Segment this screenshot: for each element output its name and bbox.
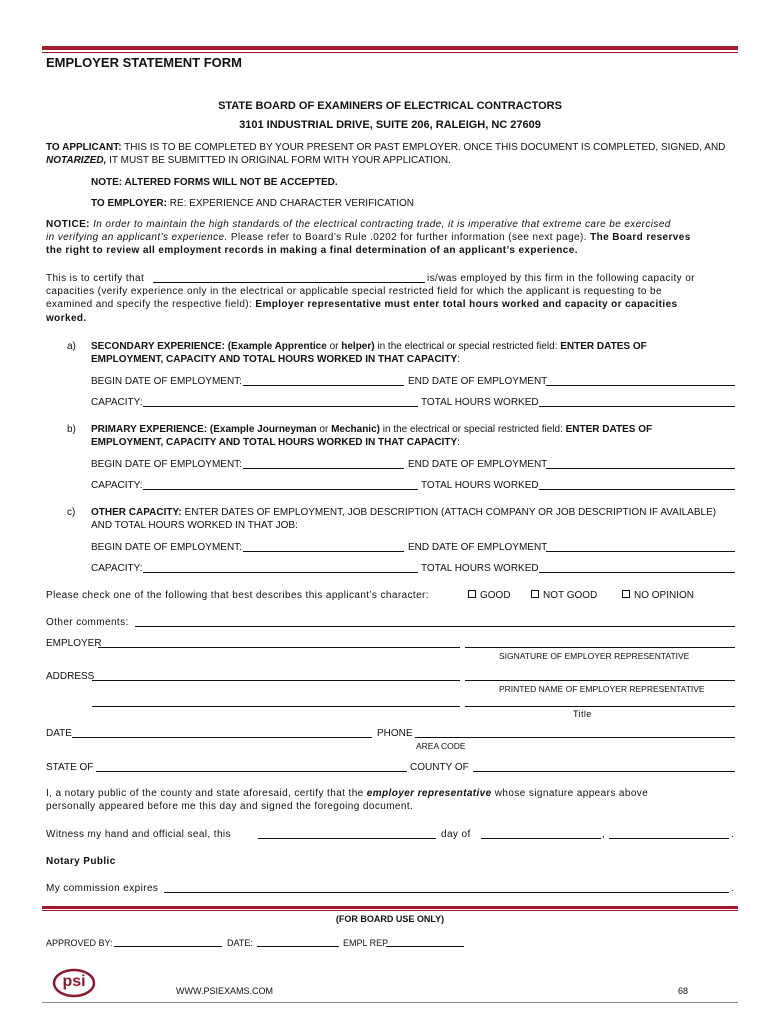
section-b-hours-label: TOTAL HOURS WORKED (421, 480, 539, 491)
footer-website[interactable]: WWW.PSIEXAMS.COM (176, 986, 274, 996)
section-a-begin-label: BEGIN DATE OF EMPLOYMENT: (91, 376, 242, 387)
certify-line4: worked. (46, 313, 87, 324)
board-address: 3101 INDUSTRIAL DRIVE, SUITE 206, RALEIGH, NC 27609 (239, 119, 541, 131)
section-a-capacity-field[interactable] (143, 406, 418, 407)
applicant-name-blank[interactable] (153, 282, 425, 283)
section-b-line2 (91, 436, 460, 449)
notice-label: NOTICE: (46, 219, 90, 230)
address-label: ADDRESS (46, 671, 95, 682)
section-b-line2-text: EMPLOYMENT, CAPACITY AND TOTAL HOURS WORKED IN THAT CAPACITY (91, 437, 458, 448)
address-field-line2[interactable] (92, 706, 460, 707)
character-option-no-opinion-label: NO OPINION (634, 590, 695, 601)
notarized-word: NOTARIZED, (46, 155, 107, 166)
title-caption: Title (573, 709, 592, 719)
phone-field[interactable] (415, 737, 735, 738)
section-b-or: or (316, 424, 332, 435)
checkbox-icon[interactable] (622, 590, 630, 598)
state-label: STATE OF (46, 762, 94, 773)
notary-line2: personally appeared before me this day and signed the foregoing document. (46, 801, 414, 812)
certify-line3 (46, 298, 678, 311)
section-b-begin-label: BEGIN DATE OF EMPLOYMENT: (91, 459, 242, 470)
character-option-not-good-label: NOT GOOD (543, 590, 598, 601)
section-a-bold2: helper) (341, 341, 375, 352)
section-b-capacity-label: CAPACITY: (91, 480, 143, 491)
section-a-bold3: ENTER DATES OF (560, 341, 647, 352)
signature-caption: SIGNATURE OF EMPLOYER REPRESENTATIVE (499, 651, 690, 661)
section-a-letter: a) (67, 341, 76, 352)
section-b-bold2: Mechanic) (331, 424, 380, 435)
commission-field[interactable] (164, 892, 729, 893)
checkbox-icon[interactable] (468, 590, 476, 598)
section-a-or: or (326, 341, 342, 352)
section-a-end-date-field[interactable] (546, 385, 735, 386)
notary-line1a: I, a notary public of the county and state aforesaid, certify that the (46, 788, 367, 799)
printed-name-field[interactable] (465, 680, 735, 681)
to-employer-label: TO EMPLOYER: (91, 198, 167, 209)
state-field[interactable] (96, 771, 407, 772)
section-c-end-date-field[interactable] (546, 551, 735, 552)
section-a-plain: in the electrical or special restricted field: (374, 341, 561, 352)
section-a-line2 (91, 353, 460, 366)
witness-year-field[interactable] (609, 838, 729, 839)
board-date-field[interactable] (257, 946, 339, 947)
employer-label: EMPLOYER (46, 638, 102, 649)
witness-day-of: day of (441, 829, 471, 840)
to-applicant-text1: THIS IS TO BE COMPLETED BY YOUR PRESENT OR PAST EMPLOYER. ONCE THIS DOCUMENT IS COMPLETED, SIGNED, AND (121, 142, 726, 153)
section-a-end-label: END DATE OF EMPLOYMENT (408, 376, 548, 387)
to-applicant-line2 (46, 154, 451, 167)
certify-line1b: is/was employed by this firm in the following capacity or (427, 273, 695, 284)
notary-public-label: Notary Public (46, 856, 116, 867)
date-label: DATE (46, 728, 72, 739)
address-field[interactable] (92, 680, 460, 681)
section-b-line2-tail: : (457, 437, 460, 448)
notice-italic2: in verifying an applicant’s experience. (46, 232, 228, 243)
section-b-title (91, 423, 652, 436)
board-use-rule-thick (42, 906, 738, 909)
employer-field[interactable] (98, 647, 460, 648)
empl-rep-field[interactable] (386, 946, 464, 947)
notice-line1 (46, 218, 671, 231)
section-b-end-date-field[interactable] (546, 468, 735, 469)
other-comments-field[interactable] (135, 626, 735, 627)
witness-period: . (731, 829, 734, 840)
commission-label: My commission expires (46, 883, 159, 894)
section-c-end-label: END DATE OF EMPLOYMENT (408, 542, 548, 553)
top-rule-thick (42, 46, 738, 50)
notary-line1c: whose signature appears above (491, 788, 649, 799)
notice-bold2: The Board reserves (586, 232, 691, 243)
county-field[interactable] (473, 771, 735, 772)
section-c-hours-label: TOTAL HOURS WORKED (421, 563, 539, 574)
character-option-good[interactable] (468, 589, 511, 602)
section-a-title (91, 340, 647, 353)
section-a-line2-text: EMPLOYMENT, CAPACITY AND TOTAL HOURS WORKED IN THAT CAPACITY (91, 354, 458, 365)
board-use-label: (FOR BOARD USE ONLY) (335, 914, 445, 924)
page-number: 68 (678, 986, 689, 996)
empl-rep-label: EMPL REP (343, 938, 389, 948)
board-use-rule-thin (42, 910, 738, 911)
notice-line2 (46, 231, 691, 244)
section-b-capacity-field[interactable] (143, 489, 418, 490)
section-a-hours-label: TOTAL HOURS WORKED (421, 397, 539, 408)
character-option-good-label: GOOD (480, 590, 511, 601)
section-b-bold1: PRIMARY EXPERIENCE: (Example Journeyman (91, 424, 317, 435)
title-field[interactable] (465, 706, 735, 707)
board-date-label: DATE: (227, 938, 253, 948)
section-a-bold1: SECONDARY EXPERIENCE: (Example Apprentice (91, 341, 327, 352)
to-employer-line (91, 197, 414, 210)
top-rule-thin (42, 52, 738, 53)
witness-day-field[interactable] (258, 838, 436, 839)
section-c-bold1: OTHER CAPACITY: (91, 507, 182, 518)
section-b-begin-date-field[interactable] (243, 468, 404, 469)
notary-line1 (46, 787, 648, 800)
to-applicant-label: TO APPLICANT: (46, 142, 122, 153)
section-a-line2-tail: : (457, 354, 460, 365)
commission-period: . (731, 883, 734, 894)
character-option-not-good[interactable] (531, 589, 597, 602)
section-c-line2: AND TOTAL HOURS WORKED IN THAT JOB: (91, 520, 298, 531)
witness-comma: , (602, 829, 605, 840)
section-a-begin-date-field[interactable] (243, 385, 404, 386)
psi-logo (52, 968, 96, 998)
notice-line3: the right to review all employment records in making a final determination of an applicant’s experience. (46, 245, 578, 256)
section-c-letter: c) (67, 507, 76, 518)
notary-line1b: employer representative (366, 788, 492, 799)
footer-rule (42, 1002, 738, 1003)
county-label: COUNTY OF (410, 762, 469, 773)
character-prompt: Please check one of the following that best describes this applicant’s character: (46, 590, 429, 601)
section-a-capacity-label: CAPACITY: (91, 397, 143, 408)
other-comments-label: Other comments: (46, 617, 129, 628)
certify-line3b: Employer representative must enter total hours worked and capacity or capacities (252, 299, 678, 310)
character-option-no-opinion[interactable] (622, 589, 694, 602)
section-c-begin-label: BEGIN DATE OF EMPLOYMENT: (91, 542, 242, 553)
certify-line1a: This is to certify that (46, 273, 145, 284)
witness-month-field[interactable] (481, 838, 601, 839)
area-code-caption: AREA CODE (416, 741, 466, 751)
section-b-letter: b) (67, 424, 76, 435)
phone-label: PHONE (377, 728, 413, 739)
section-c-title (91, 506, 716, 519)
section-c-capacity-field[interactable] (143, 572, 418, 573)
psi-logo-text: psi (62, 973, 86, 990)
date-field[interactable] (72, 737, 372, 738)
signature-field[interactable] (465, 647, 735, 648)
certify-line3a: examined and specify the respective field): (46, 299, 253, 310)
section-b-hours-field[interactable] (539, 489, 735, 490)
checkbox-icon[interactable] (531, 590, 539, 598)
altered-note: NOTE: ALTERED FORMS WILL NOT BE ACCEPTED. (91, 177, 338, 188)
notice-italic1: In order to maintain the high standards of the electrical contracting trade, it is imperative that extreme care be exercised (89, 219, 671, 230)
printed-name-caption: PRINTED NAME OF EMPLOYER REPRESENTATIVE (499, 684, 705, 694)
section-c-capacity-label: CAPACITY: (91, 563, 143, 574)
section-a-hours-field[interactable] (539, 406, 735, 407)
section-c-hours-field[interactable] (539, 572, 735, 573)
certify-line2: capacities (verify experience only in the electrical or applicable special restricted field for which the applicant is requesting to be (46, 286, 662, 297)
notice-plain2: Please refer to Board’s Rule .0202 for further information (see next page). (227, 232, 587, 243)
section-c-begin-date-field[interactable] (243, 551, 404, 552)
approved-by-field[interactable] (114, 946, 222, 947)
approved-by-label: APPROVED BY: (46, 938, 113, 948)
to-employer-text: RE: EXPERIENCE AND CHARACTER VERIFICATION (166, 198, 415, 209)
form-title: EMPLOYER STATEMENT FORM (46, 55, 242, 70)
section-c-plain: ENTER DATES OF EMPLOYMENT, JOB DESCRIPTION (ATTACH COMPANY OR JOB DESCRIPTION IF AVAILABLE) (181, 507, 717, 518)
to-applicant-line1 (46, 141, 725, 154)
witness-label: Witness my hand and official seal, this (46, 829, 231, 840)
section-b-bold3: ENTER DATES OF (565, 424, 653, 435)
section-b-plain: in the electrical or special restricted field: (379, 424, 566, 435)
to-applicant-text2: IT MUST BE SUBMITTED IN ORIGINAL FORM WITH YOUR APPLICATION. (106, 155, 451, 166)
board-name: STATE BOARD OF EXAMINERS OF ELECTRICAL CONTRACTORS (218, 100, 562, 112)
section-b-end-label: END DATE OF EMPLOYMENT (408, 459, 548, 470)
